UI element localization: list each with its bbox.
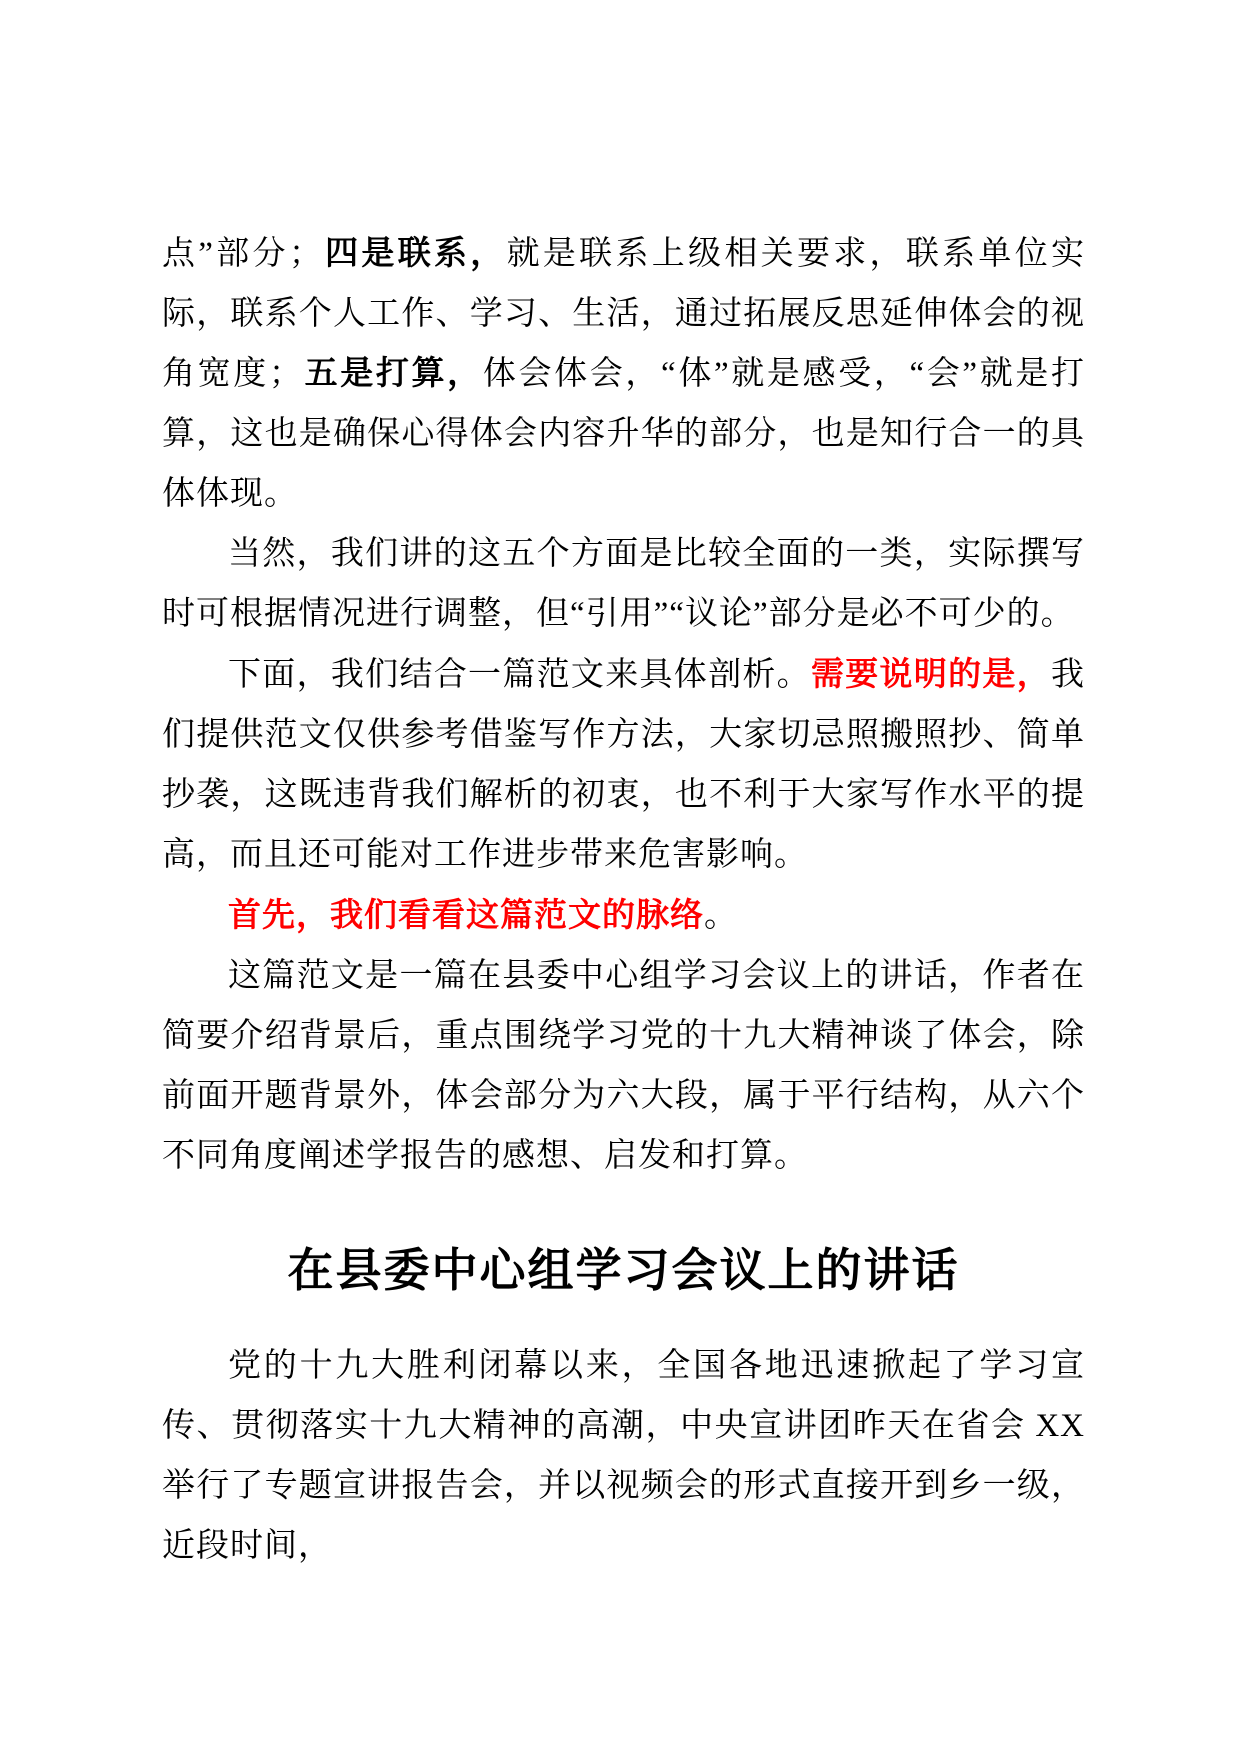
body-paragraph (162, 885, 1085, 946)
body-paragraph (162, 1336, 1085, 1576)
text-run: 点”部分； (162, 236, 323, 272)
text-run: 这篇范文是一篇在县委中心组学习会议上的讲话，作者在简要介绍背景后，重点围绕学习党的十九大精神谈了体会，除前面开题背景外，体会部分为六大段，属于平行结构，从六个不同角度阐述学报告的感想、启发和打算。 (162, 958, 1085, 1174)
body-paragraph (162, 946, 1085, 1186)
document-content (162, 224, 1085, 1576)
bold-run: 四是联系， (322, 236, 507, 272)
red-emphasis-run: 需要说明的是， (810, 655, 1052, 692)
text-run: 体会体会，“体”就是感受，“会”就是打算，这也是确保心得体会内容升华的部分，也是知行合一的具体体现。 (162, 356, 1086, 512)
body-paragraph (162, 224, 1085, 524)
bold-run: 五是打算， (302, 356, 483, 392)
text-run: 就是联系上级相关要求，联系单位实际，联系个人工作、学习、生活，通过拓展反思延伸体会的视角宽度； (162, 236, 1085, 392)
body-paragraph (162, 644, 1085, 885)
text-run: 下面，我们结合一篇范文来具体剖析。 (228, 657, 811, 693)
text-run: 当然，我们讲的这五个方面是比较全面的一类，实际撰写时可根据情况进行调整，但“引用”“议论”部分是必不可少的。 (162, 536, 1085, 632)
text-run: 。 (704, 898, 738, 934)
red-emphasis-run: 首先，我们看看这篇范文的脉络 (228, 896, 704, 933)
doc-title: 在县委中心组学习会议上的讲话 (287, 1244, 960, 1296)
body-paragraph (162, 524, 1085, 644)
text-run: 党的十九大胜利闭幕以来，全国各地迅速掀起了学习宣传、贯彻落实十九大精神的高潮，中央宣讲团昨天在省会 XX 举行了专题宣讲报告会，并以视频会的形式直接开到乡一级，近段时间， (162, 1348, 1085, 1564)
text-run: 我们提供范文仅供参考借鉴写作方法，大家切忌照搬照抄、简单抄袭，这既违背我们解析的初衷，也不利于大家写作水平的提高，而且还可能对工作进步带来危害影响。 (162, 657, 1086, 873)
